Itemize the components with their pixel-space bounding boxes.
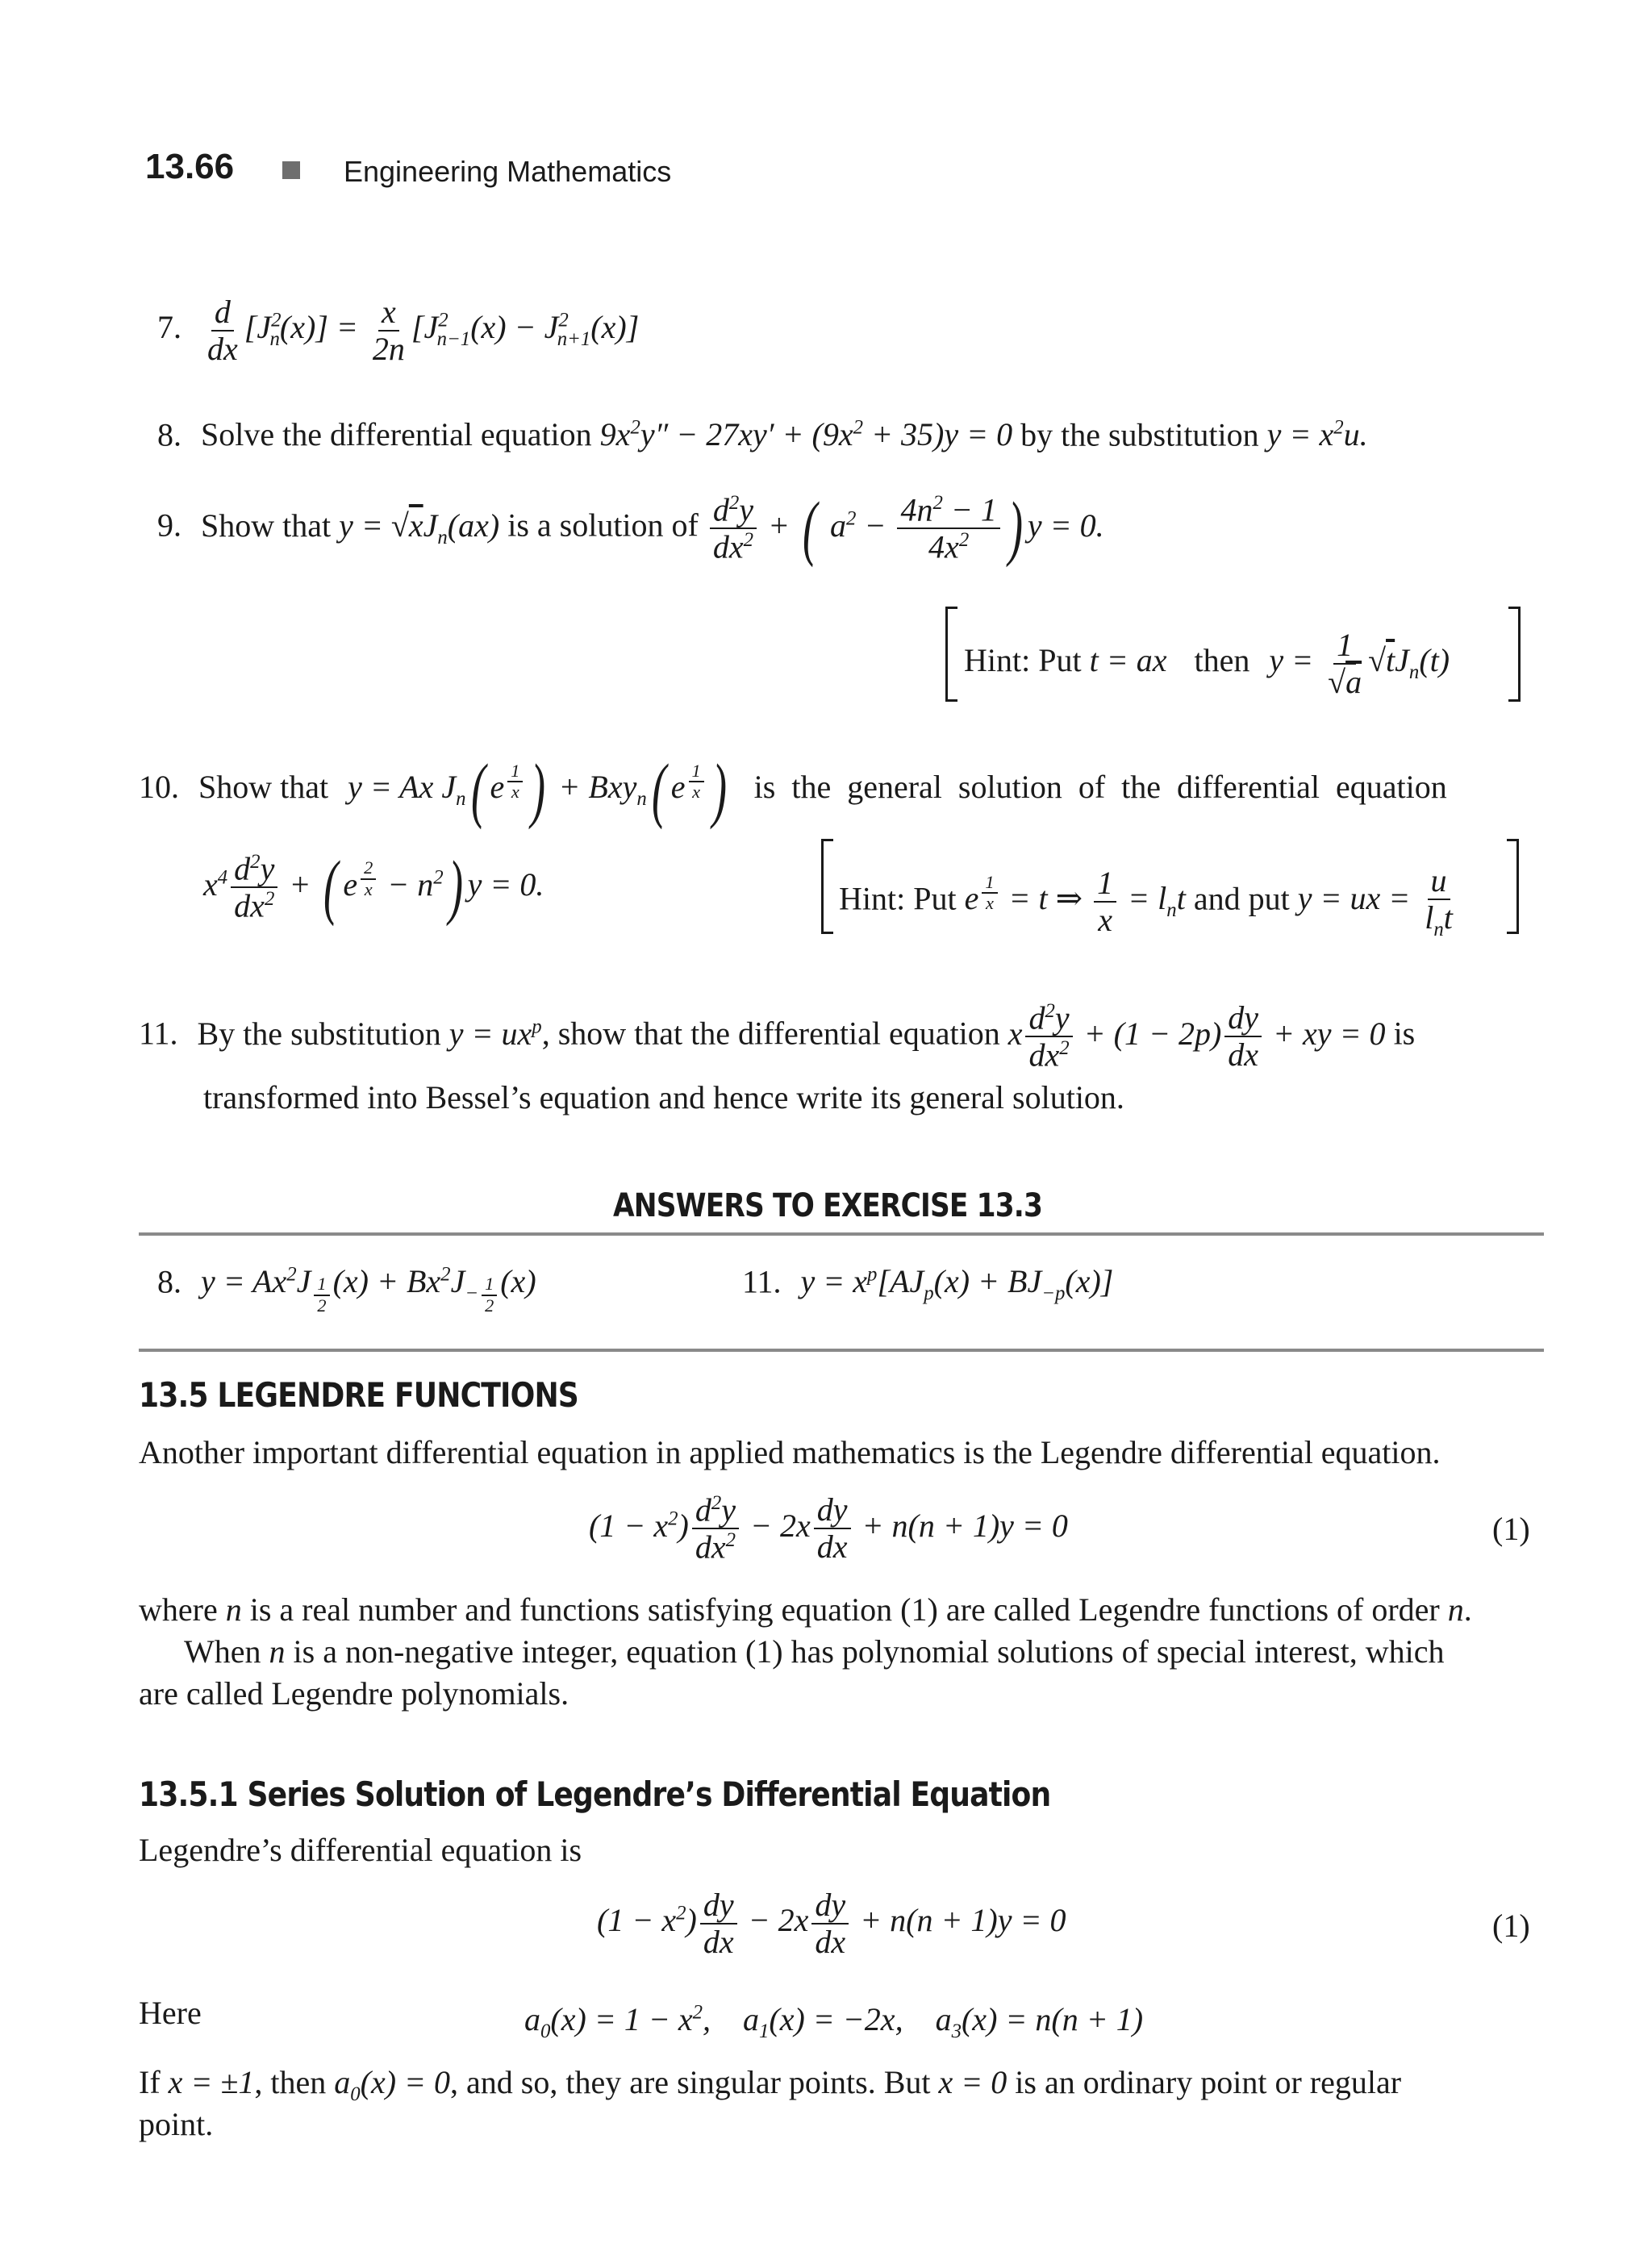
- answer-11: [742, 1254, 1113, 1315]
- formula: $y = x^2u$.: [1266, 416, 1368, 453]
- exercise-text-b: , show that the differential equation: [541, 1015, 1000, 1052]
- answers-top-rule: [139, 1232, 1544, 1236]
- page-number: 13.66: [145, 147, 235, 186]
- answer-number: 11.: [742, 1263, 782, 1300]
- exercise-11-line2: transformed into Bessel’s equation and hence write its general solution.: [203, 1079, 1124, 1115]
- formula: $y = √xJ_n(ax)$: [339, 507, 500, 548]
- exercise-9-hint: [964, 628, 1450, 700]
- equation-number: (1): [1492, 1511, 1530, 1547]
- section-para2: where n is a real number and functions satisfying equation (1) are called Legendre functions of order n.: [139, 1591, 1472, 1628]
- exercise-text: Show that: [198, 769, 329, 806]
- section-para3b: are called Legendre polynomials.: [139, 1675, 569, 1712]
- hint-bracket-left: [945, 607, 957, 702]
- singular-para-end: point.: [139, 2106, 214, 2142]
- section-para1: Another important differential equation in applied mathematics is the Legendre differential equation.: [139, 1434, 1441, 1470]
- para-text: , and so, they are singular points. But: [450, 2064, 931, 2100]
- exercise-11: [139, 1000, 1530, 1074]
- formula: $\frac{d}{dx}$ $[J^2_n(x)]$ = $\frac{x}{2n}$ $[J^2_{n-1}(x) - J^2_{n+1}(x)]$: [207, 294, 640, 367]
- exercise-text-mid: by the substitution: [1020, 416, 1259, 453]
- subsection-heading: 13.5.1 Series Solution of Legendre’s Differential Equation: [139, 1774, 1051, 1814]
- para-text: is a real number and functions satisfying equation (1) are called Legendre functions of order: [249, 1591, 1440, 1628]
- exercise-10-equation: [203, 847, 544, 928]
- formula: y = ux = $\frac{u}{l_nt}$: [1297, 862, 1453, 940]
- exercise-8: [157, 407, 1368, 456]
- hint-bracket-right: [1508, 607, 1521, 702]
- hint-bracket-right: [1507, 839, 1519, 934]
- here-label: Here: [139, 1995, 202, 2031]
- exercise-text-is: is: [1393, 1015, 1416, 1052]
- answer-number: 8.: [157, 1263, 181, 1300]
- para-text: is a non-negative integer, equation (1) has polynomial solutions of special interest, which: [293, 1633, 1445, 1670]
- exercise-number: 9.: [157, 507, 181, 544]
- coefficients: [524, 1992, 1143, 2053]
- formula: y = $\frac{1}{√a}$ $√tJ_n(t)$: [1269, 627, 1450, 700]
- legendre-equation: [589, 1492, 1068, 1566]
- exercise-number: 8.: [157, 416, 181, 453]
- book-title: Engineering Mathematics: [344, 155, 672, 188]
- exercise-10: [139, 750, 1530, 830]
- answer-8: [157, 1254, 536, 1316]
- formula: $y = ux^p$: [448, 1015, 542, 1052]
- answers-bottom-rule: [139, 1349, 1544, 1352]
- answers-heading: ANSWERS TO EXERCISE 13.3: [613, 1187, 1043, 1224]
- subsection-intro: Legendre’s differential equation is: [139, 1832, 582, 1868]
- formula: x $\frac{d^2y}{dx^2}$ + (1 − 2p) $\frac{dy}{dx}$ + xy = 0: [1007, 999, 1386, 1074]
- formula: $x^4$ $\frac{d^2y}{dx^2}$ + ( e $^{\frac{2}{x}}$ − $n^2$) y = 0.: [203, 847, 544, 928]
- para-word: When: [184, 1633, 261, 1670]
- formula: $y = x^p[AJ_p(x) + BJ_{-p}(x)]$: [800, 1263, 1114, 1305]
- exercise-number: 10.: [139, 769, 179, 806]
- formula: y = Ax $J_n$( e $^{\frac{1}{x}}$ ) + Bxy$_n$( e $^{\frac{1}{x}}$ ): [348, 750, 727, 830]
- formula: $\frac{d^2y}{dx^2}$ + ( $a^2$ − $\frac{4n^2 - 1}{4x^2}$ ) y = 0.: [707, 507, 1104, 544]
- formula: $a_0(x) = 0$: [334, 2064, 451, 2105]
- exercise-10-hint: [839, 863, 1459, 940]
- formula: x = ±1: [168, 2064, 255, 2100]
- section-heading: 13.5 LEGENDRE FUNCTIONS: [139, 1375, 578, 1415]
- equation-number: (1): [1492, 1908, 1530, 1944]
- exercise-9: [157, 488, 1104, 569]
- exercise-text-tail: is the general solution of the differential equation: [753, 769, 1447, 806]
- para-text: If: [139, 2064, 161, 2100]
- exercise-number: 11.: [139, 1015, 178, 1052]
- para-word: where: [139, 1591, 218, 1628]
- exercise-number: 7.: [157, 309, 181, 346]
- hint-bracket-left: [821, 839, 833, 934]
- singular-para: [139, 2062, 1530, 2116]
- exercise-7: [157, 294, 639, 367]
- hint-mid: and put: [1193, 880, 1290, 917]
- exercise-text: Show that: [201, 507, 332, 544]
- formula: $y = Ax^2J$ $_{\frac{1}{2}}$ $(x) + Bx^2J_{- \frac{1}{2}}$ (x): [201, 1263, 536, 1316]
- hint-then: then: [1194, 642, 1250, 679]
- exercise-text: By the substitution: [197, 1015, 441, 1052]
- formula: $a_0(x) = 1 - x^2$, $a_1(x) = -2x$, $a_3(x) = n(n + 1)$: [524, 2001, 1144, 2043]
- section-para3: When n is a non-negative integer, equation (1) has polynomial solutions of special interest, which: [184, 1633, 1445, 1670]
- formula: $(1 - x^2)$ $\frac{d^2y}{dx^2}$ − 2x $\frac{dy}{dx}$ + n(n + 1)y = 0: [589, 1491, 1068, 1566]
- para-text: is an ordinary point or regular: [1015, 2064, 1402, 2100]
- formula: x = 0: [938, 2064, 1007, 2100]
- exercise-text: Solve the differential equation: [201, 416, 592, 453]
- para-text: , then: [254, 2064, 327, 2100]
- formula: $9x^2y'' - 27xy' + (9x^2 + 35)y = 0$: [599, 416, 1013, 453]
- legendre-equation-2: [597, 1887, 1066, 1960]
- formula: t = ax: [1089, 642, 1167, 679]
- hint-label: Hint: Put: [839, 880, 957, 917]
- exercise-text-mid: is a solution of: [507, 507, 699, 544]
- formula: e $^{\frac{1}{x}}$ = t ⇒ $\frac{1}{x}$ = $l_nt$: [964, 865, 1186, 939]
- header-square-icon: [282, 161, 300, 179]
- formula: $(1 - x^2)$ $\frac{dy}{dx}$ − 2x $\frac{dy}{dx}$ + n(n + 1)y = 0: [597, 1887, 1066, 1960]
- hint-label: Hint: Put: [964, 642, 1082, 679]
